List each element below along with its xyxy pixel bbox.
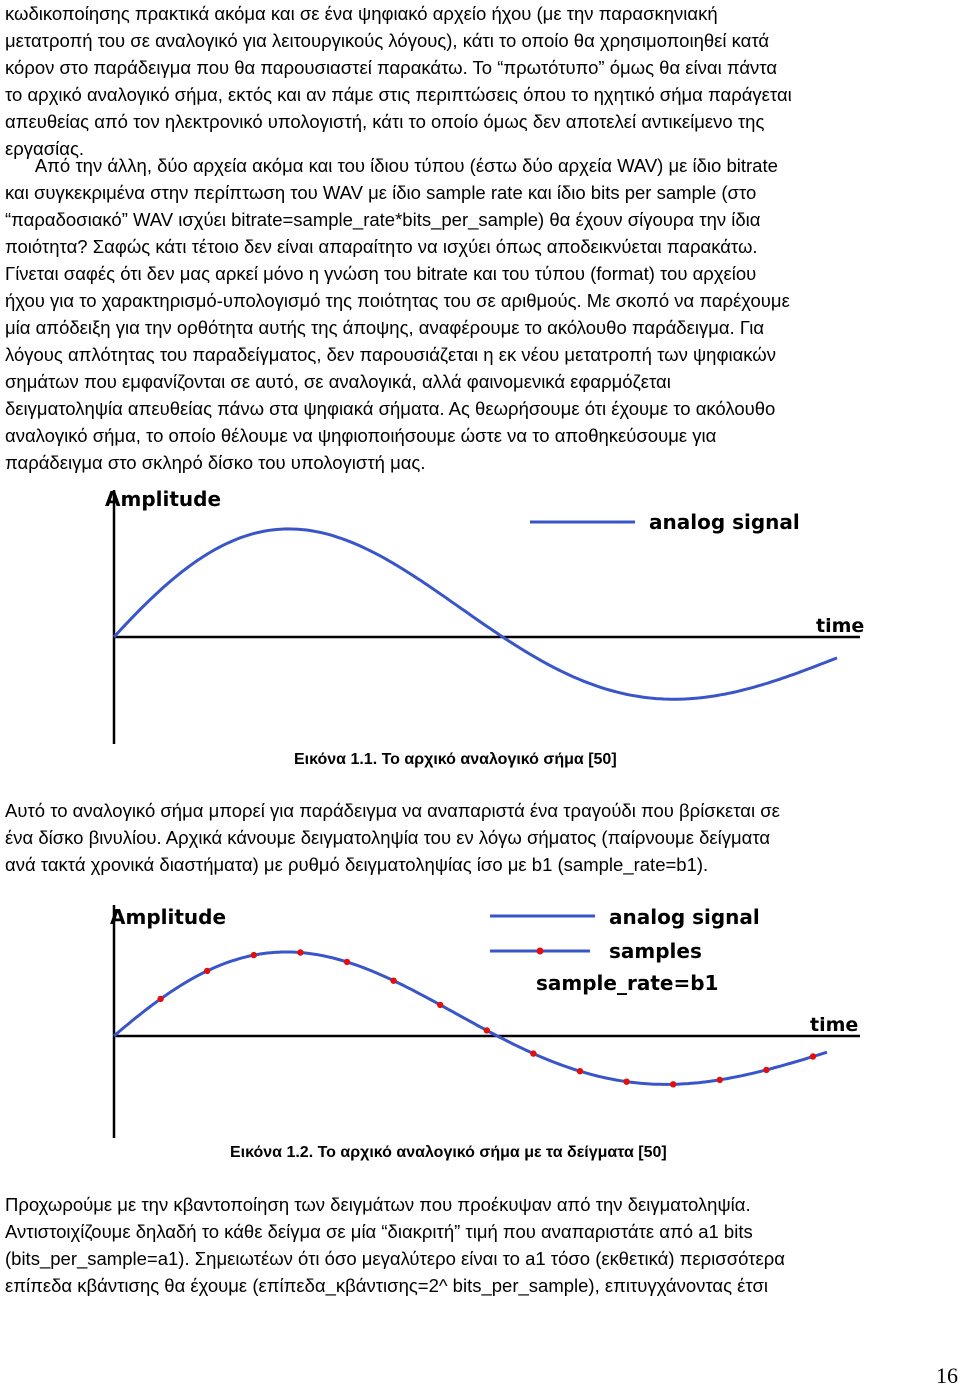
analog-signal-curve (114, 529, 837, 699)
paragraph-3 (5, 797, 955, 878)
text-line: επίπεδα κβάντισης θα έχουμε (επίπεδα_κβάντισης=2^ bits_per_sample), επιτυγχάνοντας έτσι (5, 1275, 768, 1296)
text-line: αναλογικό σήμα, το οποίο θέλουμε να ψηφιοποιήσουμε ώστε να το αποθηκεύσουμε για (5, 425, 717, 446)
text-line: ένα δίσκο βινυλίου. Αρχικά κάνουμε δειγματοληψία του εν λόγω σήματος (παίρνουμε δείγματα (5, 827, 771, 848)
figure-2-caption: Εικόνα 1.2. Το αρχικό αναλογικό σήμα με τα δείγματα [50] (230, 1144, 667, 1161)
page-number: 16 (936, 1363, 958, 1388)
sample-point (437, 1002, 443, 1008)
text-line: το αρχικό αναλογικό σήμα, εκτός και αν πάμε στις περιπτώσεις όπου το ηχητικό σήμα παράγεται (5, 84, 792, 105)
sample-point (530, 1050, 536, 1056)
text-line: κόρον στο παράδειγμα που θα παρουσιαστεί παρακάτω. Το “πρωτότυπο” όμως θα είναι πάντα (5, 57, 778, 78)
sample-point (157, 996, 163, 1002)
sample-point (763, 1067, 769, 1073)
text-line: Γίνεται σαφές ότι δεν μας αρκεί μόνο η γνώση του bitrate και του τύπου (format) του αρχείου (5, 263, 757, 284)
text-line: μετατροπή του σε αναλογικό για λειτουργικούς λόγους), κάτι το οποίο θα χρησιμοποιηθεί κατά (5, 30, 770, 51)
text-line: απευθείας από τον ηλεκτρονικό υπολογιστή, κάτι το οποίο όμως δεν αποτελεί αντικείμενο της (5, 111, 765, 132)
text-line: Αντιστοιχίζουμε δηλαδή το κάθε δείγμα σε μία “διακριτή” τιμή που αναπαριστάτε από a1 bits (5, 1221, 753, 1242)
x-axis-label: time (810, 1014, 859, 1036)
sample-point (204, 968, 210, 974)
figure-signal-samples (100, 900, 870, 1140)
analog-signal-curve (114, 952, 827, 1084)
text-line: παράδειγμα στο σκληρό δίσκο του υπολογιστή μας. (5, 452, 426, 473)
text-line: (bits_per_sample=a1). Σημειωτέων ότι όσο μεγαλύτερο είναι το a1 τόσο (εκθετικά) περισσότερα (5, 1248, 785, 1269)
sample-point (297, 949, 303, 955)
text-line: Από την άλλη, δύο αρχεία ακόμα και του ίδιου τύπου (έστω δύο αρχεία WAV) με ίδιο bitrate (5, 155, 778, 176)
text-line: “παραδοσιακό” WAV ισχύει bitrate=sample_rate*bits_per_sample) θα έχουν σίγουρα την ίδια (5, 209, 761, 230)
legend-signal-label: analog signal (609, 905, 760, 929)
sample-point (484, 1027, 490, 1033)
paragraph-1 (5, 0, 955, 162)
text-line: σημάτων που εμφανίζονται σε αυτό, σε αναλογικά, αλλά φαινομενικά εφαρμόζεται (5, 371, 671, 392)
text-line: ποιότητα? Σαφώς κάτι τέτοιο δεν είναι απαραίτητο να ισχύει όπως αποδεικνύεται παρακάτω. (5, 236, 758, 257)
y-axis-label: Amplitude (105, 487, 222, 511)
text-line: ανά τακτά χρονικά διαστήματα) με ρυθμό δειγματοληψίας ίσο με b1 (sample_rate=b1). (5, 854, 709, 875)
legend-sample-dot (537, 948, 544, 955)
figure-1-caption: Εικόνα 1.1. Το αρχικό αναλογικό σήμα [50] (294, 751, 617, 768)
text-line: εργασίας. (5, 138, 84, 159)
text-line: δειγματοληψία απευθείας πάνω στα ψηφιακά σήματα. Ας θεωρήσουμε ότι έχουμε το ακόλουθο (5, 398, 776, 419)
text-line: Προχωρούμε με την κβαντοποίηση των δειγμάτων που προέκυψαν από την δειγματοληψία. (5, 1194, 751, 1215)
sample-point (810, 1053, 816, 1059)
paragraph-2 (5, 152, 955, 476)
text-line: λόγους απλότητας του παραδείγματος, δεν παρουσιάζεται η εκ νέου μετατροπή των ψηφιακών (5, 344, 776, 365)
sample-point (717, 1077, 723, 1083)
text-line: μία απόδειξη για την ορθότητα αυτής της άποψης, αναφέρουμε το ακόλουθο παράδειγμα. Για (5, 317, 765, 338)
sample-point (623, 1079, 629, 1085)
sample-point (390, 978, 396, 984)
figure-analog-signal (100, 482, 870, 752)
text-line: Αυτό το αναλογικό σήμα μπορεί για παράδειγμα να αναπαριστά ένα τραγούδι που βρίσκεται σε (5, 800, 780, 821)
paragraph-4 (5, 1191, 955, 1299)
figure-1-svg (100, 482, 870, 752)
sample-point (577, 1068, 583, 1074)
legend-signal-label: analog signal (649, 510, 800, 534)
text-line: και συγκεκριμένα στην περίπτωση του WAV με ίδιο sample rate και ίδιο bits per sample (στο (5, 182, 757, 203)
figure-2-svg (100, 900, 870, 1140)
text-line: ήχου για το χαρακτηρισμό-υπολογισμό της ποιότητας του σε αριθμούς. Με σκοπό να παρέχουμε (5, 290, 790, 311)
legend-samples-label: samples (609, 939, 702, 963)
sample-point (344, 959, 350, 965)
text-line: κωδικοποίησης πρακτικά ακόμα και σε ένα ψηφιακό αρχείο ήχου (με την παρασκηνιακή (5, 3, 718, 24)
sample-point (670, 1081, 676, 1087)
y-axis-label: Amplitude (110, 905, 227, 929)
sample-point (251, 952, 257, 958)
x-axis-label: time (816, 615, 865, 637)
legend-rate-label: sample_rate=b1 (536, 971, 719, 995)
